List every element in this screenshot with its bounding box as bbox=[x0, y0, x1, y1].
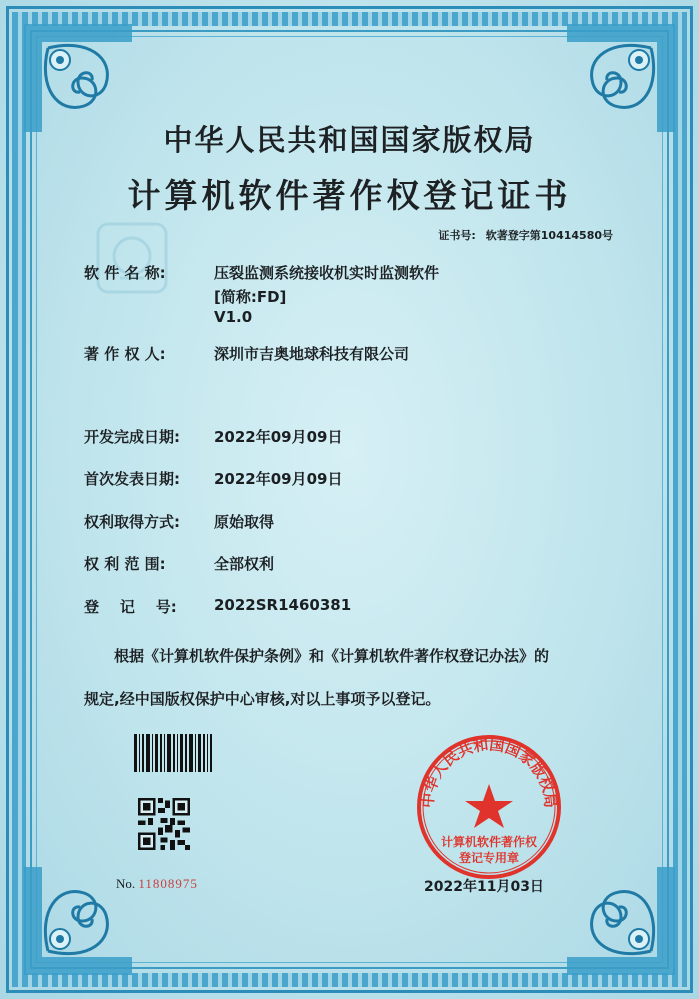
field-acquisition-method bbox=[84, 511, 275, 532]
statement-line-1: 根据《计算机软件保护条例》和《计算机软件著作权登记办法》的 bbox=[114, 647, 550, 665]
seal-ring-text: 中华人民共和国国家版权局 bbox=[418, 735, 560, 809]
field-value: 深圳市吉奥地球科技有限公司 bbox=[214, 345, 410, 363]
field-copyright-owner bbox=[84, 343, 410, 364]
field-label: 首次发表日期: bbox=[84, 470, 180, 488]
field-label: 权利取得方式: bbox=[84, 513, 180, 531]
software-version: V1.0 bbox=[214, 308, 253, 326]
field-software-name bbox=[84, 262, 440, 283]
field-value: 2022年09月09日 bbox=[214, 428, 343, 446]
official-seal-icon bbox=[414, 732, 564, 882]
serial-number-value: 11808975 bbox=[138, 876, 198, 891]
issuing-authority-title: 中华人民共和国国家版权局 bbox=[163, 123, 536, 157]
certificate-title: 计算机软件著作权登记证书 bbox=[127, 176, 572, 215]
field-dev-completion-date bbox=[84, 426, 343, 447]
certificate-number-label: 证书号: bbox=[438, 229, 476, 242]
watermark-emblem-icon bbox=[92, 218, 172, 298]
seal-line-2: 登记专用章 bbox=[458, 851, 520, 865]
serial-number bbox=[116, 876, 198, 892]
barcode-icon bbox=[134, 734, 212, 772]
certificate-number bbox=[438, 227, 613, 243]
field-label: 登 记 号: bbox=[84, 598, 177, 616]
field-first-publish-date bbox=[84, 468, 343, 489]
field-label: 著 作 权 人: bbox=[84, 345, 166, 363]
field-registration-number bbox=[84, 596, 352, 617]
qr-code-icon bbox=[138, 798, 190, 850]
field-label: 权 利 范 围: bbox=[84, 555, 166, 573]
software-short-name: [简称:FD] bbox=[214, 288, 287, 306]
certificate-number-value: 软著登字第10414580号 bbox=[485, 229, 613, 242]
field-value: 全部权利 bbox=[214, 555, 275, 573]
field-value: 2022年09月09日 bbox=[214, 470, 343, 488]
corner-ornament-icon bbox=[561, 861, 681, 981]
field-value: 2022SR1460381 bbox=[214, 596, 352, 614]
issue-date: 2022年11月03日 bbox=[424, 879, 544, 895]
field-value: 压裂监测系统接收机实时监测软件 bbox=[214, 264, 440, 282]
field-label: 软 件 名 称: bbox=[84, 264, 166, 282]
statement-line-2: 规定,经中国版权保护中心审核,对以上事项予以登记。 bbox=[84, 690, 441, 708]
field-value: 原始取得 bbox=[214, 513, 275, 531]
field-rights-scope bbox=[84, 553, 275, 574]
field-label: 开发完成日期: bbox=[84, 428, 180, 446]
serial-prefix: No. bbox=[116, 876, 136, 891]
seal-line-1: 计算机软件著作权 bbox=[440, 835, 538, 849]
